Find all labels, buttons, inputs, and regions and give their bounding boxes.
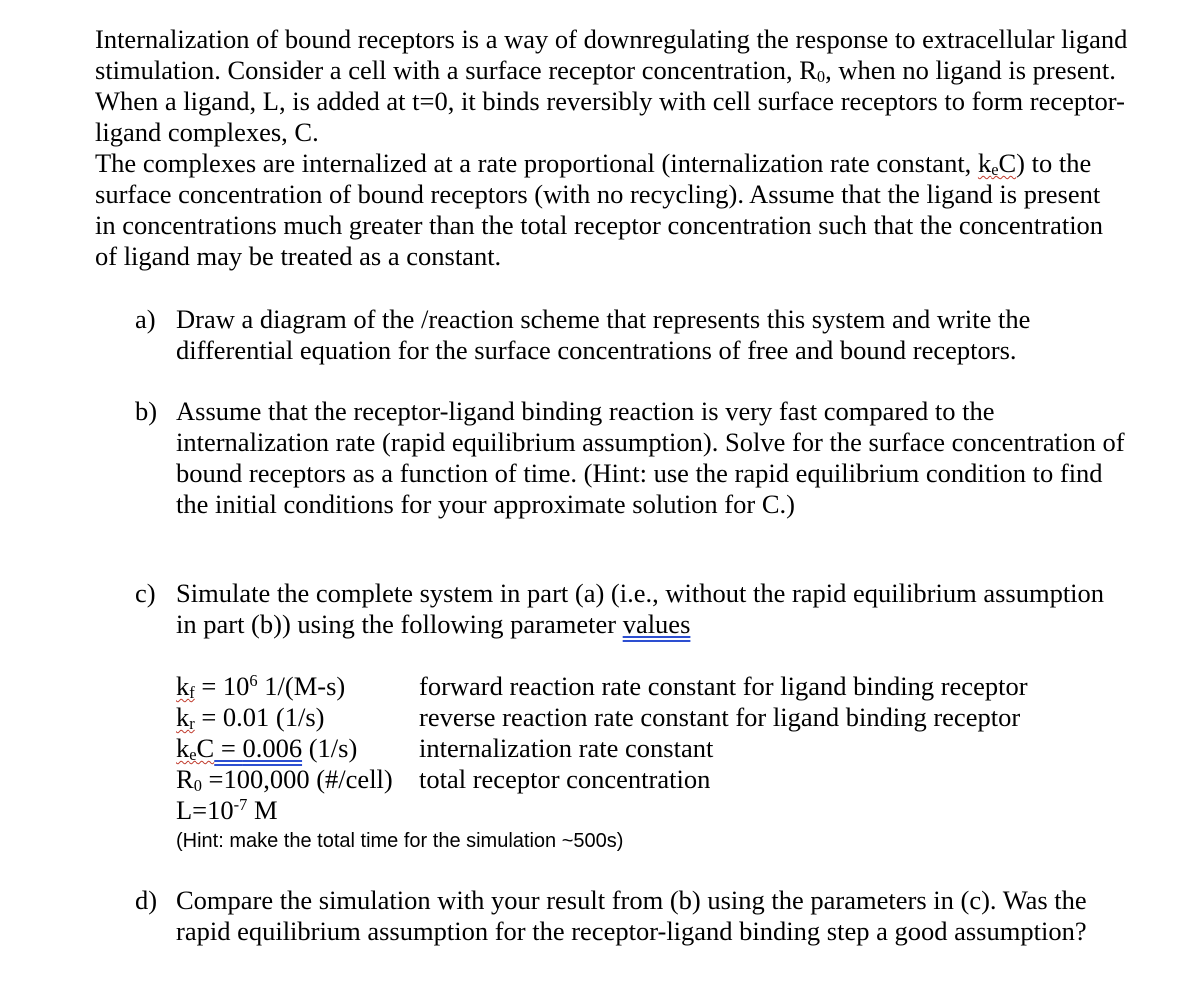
- intro-text: , when no ligand is present.: [825, 55, 1116, 85]
- part-text: in part (b)) using the following parameter: [176, 609, 623, 639]
- parameter-value: R0 =100,000 (#/cell): [176, 764, 393, 795]
- parameter-value: $L=10^{-7}$ M: [176, 794, 278, 825]
- parameter-description: total receptor concentration: [419, 764, 711, 794]
- part-marker: b): [135, 396, 158, 426]
- intro-line: Internalization of bound receptors is a way of downregulating the response to extracellular ligand: [95, 24, 1128, 54]
- kec-symbol: keC: [977, 148, 1017, 179]
- part-line: internalization rate (rapid equilibrium assumption). Solve for the surface concentration of: [176, 427, 1125, 457]
- question-part-b: [135, 396, 1175, 520]
- subscript: 0: [816, 66, 826, 86]
- parameter-description: reverse reaction rate constant for ligand binding receptor: [419, 702, 1021, 732]
- intro-line: When a ligand, L, is added at t=0, it binds reversibly with cell surface receptors to form receptor-: [95, 86, 1125, 116]
- part-line: Assume that the receptor-ligand binding reaction is very fast compared to the: [176, 396, 995, 426]
- part-line: rapid equilibrium assumption for the receptor-ligand binding step a good assumption?: [176, 916, 1087, 946]
- intro-text: ) to the: [1016, 148, 1092, 178]
- parameter-value: keC = 0.006 (1/s): [176, 733, 358, 764]
- parameter-row: [176, 733, 1176, 764]
- parameter-description: forward reaction rate constant for ligand binding receptor: [419, 671, 1028, 701]
- parameter-description: internalization rate constant: [419, 733, 714, 763]
- parameter-row: [176, 795, 1176, 826]
- parameter-value: kr = 0.01 (1/s): [176, 702, 325, 733]
- parameter-row: [176, 671, 1176, 702]
- parameter-list: [176, 671, 1176, 826]
- question-part-a: [135, 304, 1175, 366]
- intro-line: in concentrations much greater than the total receptor concentration such that the concentration: [95, 210, 1104, 240]
- parameter-row: [176, 764, 1176, 795]
- intro-line: surface concentration of bound receptors (with no recycling). Assume that the ligand is present: [95, 179, 1101, 209]
- part-line: Simulate the complete system in part (a) (i.e., without the rapid equilibrium assumption: [176, 578, 1105, 608]
- question-part-d: [135, 885, 1175, 947]
- simulation-hint: (Hint: make the total time for the simulation ~500s): [176, 830, 624, 852]
- intro-text: The complexes are internalized at a rate proportional (internalization rate constant,: [95, 148, 978, 178]
- intro-text: stimulation. Consider a cell with a surface receptor concentration, R: [95, 55, 817, 85]
- part-line: bound receptors as a function of time. (Hint: use the rapid equilibrium condition to find: [176, 458, 1103, 488]
- part-marker: d): [135, 885, 158, 915]
- parameter-row: [176, 702, 1176, 733]
- values-underlined: values: [622, 609, 691, 639]
- part-line: [176, 609, 1175, 640]
- part-line: Compare the simulation with your result from (b) using the parameters in (c). Was the: [176, 885, 1087, 915]
- intro-line: ligand complexes, C.: [95, 117, 319, 147]
- part-line: Draw a diagram of the /reaction scheme that represents this system and write the: [176, 304, 1031, 334]
- intro-line: [95, 148, 1175, 179]
- question-part-c: [135, 578, 1175, 640]
- part-marker: a): [135, 304, 156, 334]
- part-line: the initial conditions for your approximate solution for C.): [176, 489, 795, 519]
- problem-intro: [95, 24, 1175, 272]
- intro-line: of ligand may be treated as a constant.: [95, 241, 502, 271]
- part-marker: c): [135, 578, 156, 608]
- parameter-value: kf = $10^6$ 1/(M-s): [176, 670, 346, 702]
- intro-line: [95, 55, 1175, 86]
- part-line: differential equation for the surface concentrations of free and bound receptors.: [176, 335, 1017, 365]
